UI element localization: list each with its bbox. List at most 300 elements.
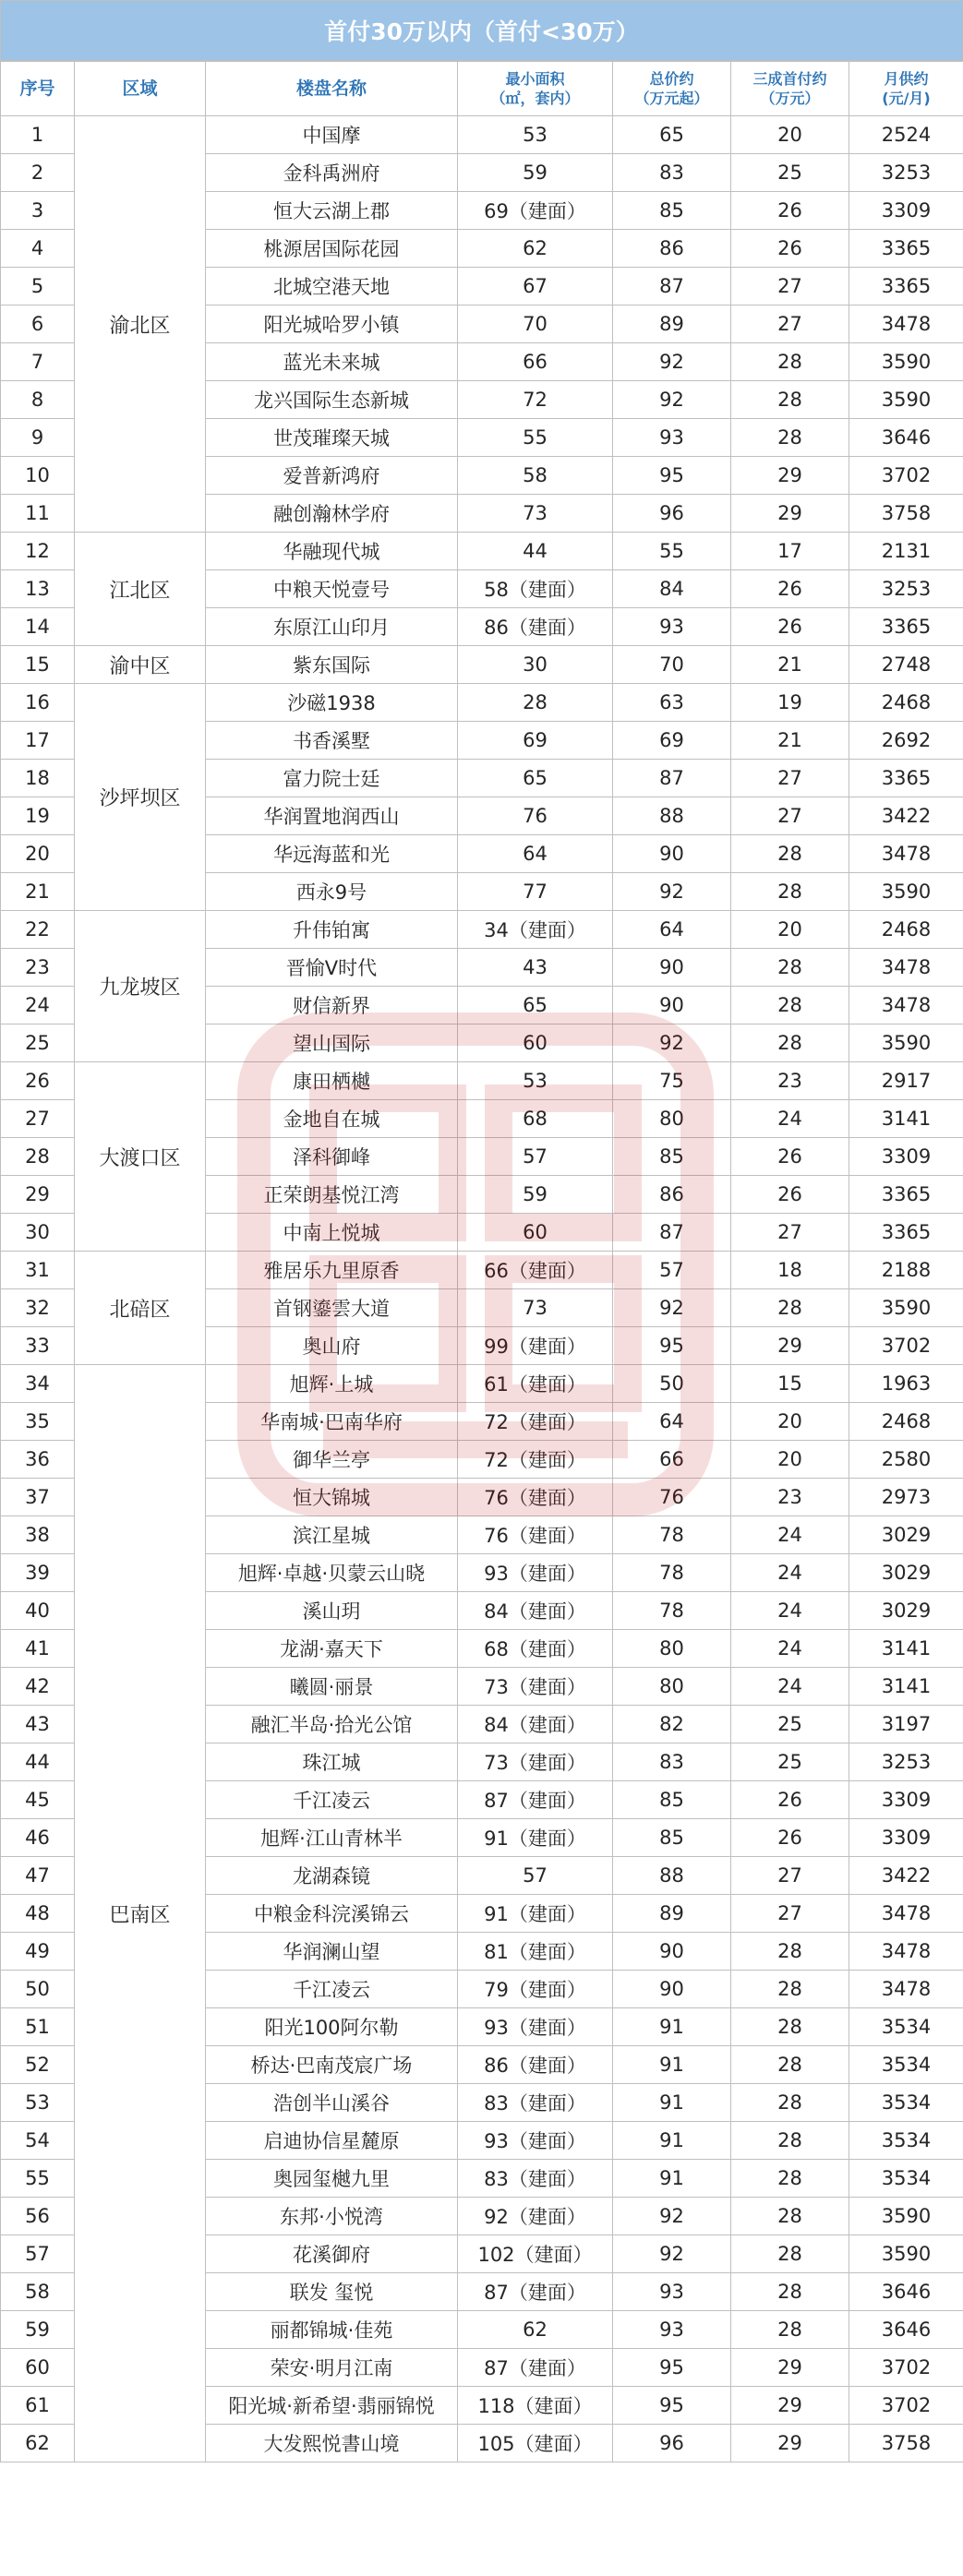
cell-area: 34（建面） bbox=[458, 911, 613, 949]
cell-down: 28 bbox=[731, 2122, 849, 2160]
cell-total: 70 bbox=[613, 646, 731, 684]
cell-monthly: 3309 bbox=[849, 192, 963, 230]
cell-down: 27 bbox=[731, 268, 849, 306]
cell-area: 91（建面） bbox=[458, 1819, 613, 1857]
cell-total: 89 bbox=[613, 1895, 731, 1933]
cell-total: 83 bbox=[613, 1743, 731, 1781]
cell-total: 91 bbox=[613, 2084, 731, 2122]
cell-down: 18 bbox=[731, 1252, 849, 1289]
cell-name: 奥园玺樾九里 bbox=[206, 2160, 458, 2198]
cell-monthly: 3365 bbox=[849, 1214, 963, 1252]
cell-name: 溪山玥 bbox=[206, 1592, 458, 1630]
cell-down: 25 bbox=[731, 1706, 849, 1743]
cell-name: 荣安·明月江南 bbox=[206, 2349, 458, 2387]
cell-area: 87（建面） bbox=[458, 2349, 613, 2387]
cell-monthly: 3590 bbox=[849, 2198, 963, 2235]
cell-name: 御华兰亭 bbox=[206, 1441, 458, 1479]
cell-total: 63 bbox=[613, 684, 731, 722]
cell-total: 95 bbox=[613, 457, 731, 495]
table-row bbox=[1, 1365, 963, 1403]
cell-total: 65 bbox=[613, 116, 731, 154]
cell-no: 13 bbox=[1, 570, 75, 608]
cell-area: 60 bbox=[458, 1214, 613, 1252]
cell-no: 25 bbox=[1, 1024, 75, 1062]
cell-monthly: 2188 bbox=[849, 1252, 963, 1289]
cell-monthly: 3646 bbox=[849, 2311, 963, 2349]
cell-name: 华融现代城 bbox=[206, 533, 458, 570]
cell-total: 57 bbox=[613, 1252, 731, 1289]
cell-total: 90 bbox=[613, 949, 731, 987]
header-monthly-payment bbox=[849, 62, 963, 116]
cell-monthly: 2524 bbox=[849, 116, 963, 154]
cell-no: 33 bbox=[1, 1327, 75, 1365]
cell-no: 55 bbox=[1, 2160, 75, 2198]
cell-name: 泽科御峰 bbox=[206, 1138, 458, 1176]
cell-down: 17 bbox=[731, 533, 849, 570]
cell-total: 95 bbox=[613, 2387, 731, 2425]
cell-down: 28 bbox=[731, 835, 849, 873]
cell-area: 57 bbox=[458, 1857, 613, 1895]
cell-no: 15 bbox=[1, 646, 75, 684]
cell-area: 44 bbox=[458, 533, 613, 570]
cell-total: 91 bbox=[613, 2122, 731, 2160]
cell-name: 阳光城·新希望·翡丽锦悦 bbox=[206, 2387, 458, 2425]
cell-monthly: 3365 bbox=[849, 230, 963, 268]
cell-area: 118（建面） bbox=[458, 2387, 613, 2425]
cell-area: 28 bbox=[458, 684, 613, 722]
cell-name: 蓝光未来城 bbox=[206, 343, 458, 381]
cell-no: 39 bbox=[1, 1554, 75, 1592]
cell-down: 26 bbox=[731, 1781, 849, 1819]
cell-total: 92 bbox=[613, 2235, 731, 2273]
cell-name: 桥达·巴南茂宸广场 bbox=[206, 2046, 458, 2084]
cell-total: 80 bbox=[613, 1100, 731, 1138]
cell-monthly: 3590 bbox=[849, 1289, 963, 1327]
cell-total: 66 bbox=[613, 1441, 731, 1479]
cell-name: 华润置地润西山 bbox=[206, 797, 458, 835]
cell-down: 26 bbox=[731, 1138, 849, 1176]
cell-area: 62 bbox=[458, 230, 613, 268]
cell-name: 金科禹洲府 bbox=[206, 154, 458, 192]
cell-no: 19 bbox=[1, 797, 75, 835]
cell-no: 3 bbox=[1, 192, 75, 230]
cell-total: 87 bbox=[613, 1214, 731, 1252]
table-row bbox=[1, 1062, 963, 1100]
cell-area: 67 bbox=[458, 268, 613, 306]
cell-down: 24 bbox=[731, 1516, 849, 1554]
cell-area: 73 bbox=[458, 1289, 613, 1327]
table-row bbox=[1, 911, 963, 949]
cell-no: 46 bbox=[1, 1819, 75, 1857]
cell-monthly: 3590 bbox=[849, 873, 963, 911]
cell-area: 83（建面） bbox=[458, 2160, 613, 2198]
cell-area: 102（建面） bbox=[458, 2235, 613, 2273]
cell-monthly: 3534 bbox=[849, 2046, 963, 2084]
cell-down: 28 bbox=[731, 419, 849, 457]
cell-total: 89 bbox=[613, 306, 731, 343]
cell-total: 90 bbox=[613, 1933, 731, 1971]
cell-name: 融创瀚林学府 bbox=[206, 495, 458, 533]
cell-no: 2 bbox=[1, 154, 75, 192]
cell-monthly: 3478 bbox=[849, 1971, 963, 2008]
cell-monthly: 3758 bbox=[849, 495, 963, 533]
cell-name: 珠江城 bbox=[206, 1743, 458, 1781]
cell-monthly: 3534 bbox=[849, 2008, 963, 2046]
cell-down: 26 bbox=[731, 608, 849, 646]
cell-monthly: 3702 bbox=[849, 2349, 963, 2387]
cell-monthly: 3478 bbox=[849, 1895, 963, 1933]
cell-area: 53 bbox=[458, 116, 613, 154]
cell-total: 85 bbox=[613, 1781, 731, 1819]
cell-no: 36 bbox=[1, 1441, 75, 1479]
cell-name: 华润澜山望 bbox=[206, 1933, 458, 1971]
cell-name: 华南城·巴南华府 bbox=[206, 1403, 458, 1441]
header-monthly-payment-line1: 月供约 bbox=[884, 70, 929, 88]
cell-area: 86（建面） bbox=[458, 608, 613, 646]
cell-down: 28 bbox=[731, 873, 849, 911]
cell-down: 26 bbox=[731, 570, 849, 608]
cell-down: 24 bbox=[731, 1592, 849, 1630]
cell-no: 18 bbox=[1, 760, 75, 797]
cell-total: 78 bbox=[613, 1516, 731, 1554]
cell-no: 20 bbox=[1, 835, 75, 873]
cell-total: 95 bbox=[613, 1327, 731, 1365]
cell-area: 69 bbox=[458, 722, 613, 760]
cell-name: 奥山府 bbox=[206, 1327, 458, 1365]
cell-total: 86 bbox=[613, 1176, 731, 1214]
cell-down: 24 bbox=[731, 1630, 849, 1668]
cell-total: 92 bbox=[613, 1289, 731, 1327]
cell-down: 26 bbox=[731, 230, 849, 268]
cell-no: 52 bbox=[1, 2046, 75, 2084]
cell-area: 59 bbox=[458, 154, 613, 192]
cell-no: 1 bbox=[1, 116, 75, 154]
header-min-area-line1: 最小面积 bbox=[505, 70, 565, 88]
cell-monthly: 3422 bbox=[849, 1857, 963, 1895]
cell-no: 29 bbox=[1, 1176, 75, 1214]
header-no: 序号 bbox=[1, 62, 75, 116]
cell-no: 24 bbox=[1, 987, 75, 1024]
header-total-price-line2: （万元起） bbox=[634, 90, 709, 107]
cell-no: 51 bbox=[1, 2008, 75, 2046]
cell-area: 66（建面） bbox=[458, 1252, 613, 1289]
cell-area: 59 bbox=[458, 1176, 613, 1214]
header-name: 楼盘名称 bbox=[206, 62, 458, 116]
cell-name: 沙磁1938 bbox=[206, 684, 458, 722]
cell-district: 江北区 bbox=[75, 533, 206, 646]
cell-district: 九龙坡区 bbox=[75, 911, 206, 1062]
cell-monthly: 3702 bbox=[849, 2387, 963, 2425]
table-row bbox=[1, 684, 963, 722]
cell-monthly: 3365 bbox=[849, 1176, 963, 1214]
cell-name: 中粮金科浣溪锦云 bbox=[206, 1895, 458, 1933]
property-table bbox=[0, 61, 963, 2462]
cell-name: 爱普新鸿府 bbox=[206, 457, 458, 495]
cell-monthly: 3309 bbox=[849, 1781, 963, 1819]
cell-no: 7 bbox=[1, 343, 75, 381]
cell-total: 93 bbox=[613, 608, 731, 646]
cell-name: 中国摩 bbox=[206, 116, 458, 154]
cell-area: 58（建面） bbox=[458, 570, 613, 608]
cell-no: 54 bbox=[1, 2122, 75, 2160]
cell-total: 91 bbox=[613, 2008, 731, 2046]
cell-total: 55 bbox=[613, 533, 731, 570]
cell-no: 44 bbox=[1, 1743, 75, 1781]
cell-monthly: 2468 bbox=[849, 1403, 963, 1441]
cell-monthly: 3197 bbox=[849, 1706, 963, 1743]
cell-name: 花溪御府 bbox=[206, 2235, 458, 2273]
cell-area: 87（建面） bbox=[458, 2273, 613, 2311]
cell-name: 富力院士廷 bbox=[206, 760, 458, 797]
cell-total: 85 bbox=[613, 192, 731, 230]
cell-monthly: 2748 bbox=[849, 646, 963, 684]
cell-total: 64 bbox=[613, 1403, 731, 1441]
cell-name: 财信新界 bbox=[206, 987, 458, 1024]
cell-down: 27 bbox=[731, 306, 849, 343]
cell-area: 93（建面） bbox=[458, 1554, 613, 1592]
cell-down: 29 bbox=[731, 495, 849, 533]
cell-down: 28 bbox=[731, 1971, 849, 2008]
cell-down: 19 bbox=[731, 684, 849, 722]
cell-down: 21 bbox=[731, 646, 849, 684]
cell-name: 旭辉·卓越·贝蒙云山晓 bbox=[206, 1554, 458, 1592]
cell-name: 晋愉V时代 bbox=[206, 949, 458, 987]
cell-no: 35 bbox=[1, 1403, 75, 1441]
cell-monthly: 3309 bbox=[849, 1819, 963, 1857]
cell-name: 启迪协信星麓原 bbox=[206, 2122, 458, 2160]
cell-area: 87（建面） bbox=[458, 1781, 613, 1819]
header-district: 区域 bbox=[75, 62, 206, 116]
cell-no: 17 bbox=[1, 722, 75, 760]
cell-monthly: 1963 bbox=[849, 1365, 963, 1403]
cell-area: 73（建面） bbox=[458, 1668, 613, 1706]
cell-area: 55 bbox=[458, 419, 613, 457]
cell-no: 58 bbox=[1, 2273, 75, 2311]
cell-area: 84（建面） bbox=[458, 1592, 613, 1630]
cell-down: 15 bbox=[731, 1365, 849, 1403]
table-container bbox=[0, 61, 963, 2462]
header-total-price-line1: 总价约 bbox=[649, 70, 694, 88]
cell-no: 45 bbox=[1, 1781, 75, 1819]
cell-down: 27 bbox=[731, 797, 849, 835]
header-down-payment bbox=[731, 62, 849, 116]
cell-district: 大渡口区 bbox=[75, 1062, 206, 1252]
cell-no: 21 bbox=[1, 873, 75, 911]
cell-monthly: 3478 bbox=[849, 835, 963, 873]
cell-total: 91 bbox=[613, 2160, 731, 2198]
table-row bbox=[1, 1252, 963, 1289]
header-down-payment-line2: （万元） bbox=[760, 90, 820, 107]
cell-down: 26 bbox=[731, 1819, 849, 1857]
cell-no: 41 bbox=[1, 1630, 75, 1668]
cell-area: 60 bbox=[458, 1024, 613, 1062]
cell-no: 61 bbox=[1, 2387, 75, 2425]
cell-total: 92 bbox=[613, 2198, 731, 2235]
cell-monthly: 2580 bbox=[849, 1441, 963, 1479]
cell-monthly: 3029 bbox=[849, 1554, 963, 1592]
cell-monthly: 2917 bbox=[849, 1062, 963, 1100]
cell-no: 56 bbox=[1, 2198, 75, 2235]
cell-monthly: 3590 bbox=[849, 381, 963, 419]
cell-area: 93（建面） bbox=[458, 2122, 613, 2160]
table-row bbox=[1, 116, 963, 154]
cell-total: 84 bbox=[613, 570, 731, 608]
cell-area: 57 bbox=[458, 1138, 613, 1176]
cell-down: 27 bbox=[731, 1857, 849, 1895]
cell-total: 83 bbox=[613, 154, 731, 192]
cell-down: 24 bbox=[731, 1554, 849, 1592]
cell-no: 28 bbox=[1, 1138, 75, 1176]
cell-area: 58 bbox=[458, 457, 613, 495]
cell-down: 26 bbox=[731, 1176, 849, 1214]
cell-no: 40 bbox=[1, 1592, 75, 1630]
cell-monthly: 3253 bbox=[849, 1743, 963, 1781]
cell-name: 华远海蓝和光 bbox=[206, 835, 458, 873]
cell-area: 93（建面） bbox=[458, 2008, 613, 2046]
cell-area: 76（建面） bbox=[458, 1479, 613, 1516]
cell-down: 20 bbox=[731, 1403, 849, 1441]
cell-down: 28 bbox=[731, 2235, 849, 2273]
cell-monthly: 3422 bbox=[849, 797, 963, 835]
cell-total: 96 bbox=[613, 495, 731, 533]
cell-no: 31 bbox=[1, 1252, 75, 1289]
cell-no: 53 bbox=[1, 2084, 75, 2122]
cell-area: 72（建面） bbox=[458, 1403, 613, 1441]
cell-total: 90 bbox=[613, 1971, 731, 2008]
cell-area: 30 bbox=[458, 646, 613, 684]
cell-no: 30 bbox=[1, 1214, 75, 1252]
cell-no: 48 bbox=[1, 1895, 75, 1933]
cell-no: 5 bbox=[1, 268, 75, 306]
cell-name: 正荣朗基悦江湾 bbox=[206, 1176, 458, 1214]
cell-no: 49 bbox=[1, 1933, 75, 1971]
cell-down: 20 bbox=[731, 911, 849, 949]
cell-area: 65 bbox=[458, 987, 613, 1024]
cell-no: 42 bbox=[1, 1668, 75, 1706]
cell-total: 88 bbox=[613, 1857, 731, 1895]
cell-area: 76 bbox=[458, 797, 613, 835]
cell-monthly: 3365 bbox=[849, 760, 963, 797]
cell-area: 91（建面） bbox=[458, 1895, 613, 1933]
cell-monthly: 3365 bbox=[849, 608, 963, 646]
header-total-price bbox=[613, 62, 731, 116]
cell-no: 6 bbox=[1, 306, 75, 343]
cell-down: 28 bbox=[731, 987, 849, 1024]
cell-area: 92（建面） bbox=[458, 2198, 613, 2235]
cell-name: 阳光城哈罗小镇 bbox=[206, 306, 458, 343]
cell-no: 59 bbox=[1, 2311, 75, 2349]
cell-name: 滨江星城 bbox=[206, 1516, 458, 1554]
cell-down: 24 bbox=[731, 1668, 849, 1706]
cell-down: 23 bbox=[731, 1062, 849, 1100]
cell-name: 旭辉·江山青林半 bbox=[206, 1819, 458, 1857]
cell-down: 28 bbox=[731, 949, 849, 987]
cell-monthly: 3253 bbox=[849, 570, 963, 608]
cell-area: 43 bbox=[458, 949, 613, 987]
cell-area: 77 bbox=[458, 873, 613, 911]
cell-monthly: 3141 bbox=[849, 1668, 963, 1706]
cell-area: 105（建面） bbox=[458, 2425, 613, 2462]
cell-total: 93 bbox=[613, 2273, 731, 2311]
cell-name: 世茂璀璨天城 bbox=[206, 419, 458, 457]
cell-total: 93 bbox=[613, 419, 731, 457]
cell-monthly: 3590 bbox=[849, 343, 963, 381]
table-body bbox=[1, 116, 963, 2462]
cell-name: 望山国际 bbox=[206, 1024, 458, 1062]
cell-total: 82 bbox=[613, 1706, 731, 1743]
cell-monthly: 3029 bbox=[849, 1516, 963, 1554]
cell-name: 升伟铂寓 bbox=[206, 911, 458, 949]
cell-down: 25 bbox=[731, 154, 849, 192]
cell-monthly: 3590 bbox=[849, 2235, 963, 2273]
cell-down: 20 bbox=[731, 116, 849, 154]
cell-district: 渝北区 bbox=[75, 116, 206, 533]
cell-total: 50 bbox=[613, 1365, 731, 1403]
cell-no: 27 bbox=[1, 1100, 75, 1138]
cell-total: 75 bbox=[613, 1062, 731, 1100]
cell-total: 86 bbox=[613, 230, 731, 268]
cell-name: 书香溪墅 bbox=[206, 722, 458, 760]
cell-name: 浩创半山溪谷 bbox=[206, 2084, 458, 2122]
cell-no: 37 bbox=[1, 1479, 75, 1516]
cell-no: 43 bbox=[1, 1706, 75, 1743]
cell-monthly: 2468 bbox=[849, 684, 963, 722]
cell-monthly: 3253 bbox=[849, 154, 963, 192]
cell-name: 恒大云湖上郡 bbox=[206, 192, 458, 230]
table-row bbox=[1, 646, 963, 684]
cell-total: 90 bbox=[613, 835, 731, 873]
cell-no: 23 bbox=[1, 949, 75, 987]
cell-monthly: 2973 bbox=[849, 1479, 963, 1516]
cell-total: 91 bbox=[613, 2046, 731, 2084]
cell-monthly: 2692 bbox=[849, 722, 963, 760]
cell-down: 29 bbox=[731, 2425, 849, 2462]
cell-down: 28 bbox=[731, 2084, 849, 2122]
cell-down: 23 bbox=[731, 1479, 849, 1516]
cell-no: 62 bbox=[1, 2425, 75, 2462]
cell-name: 雅居乐九里原香 bbox=[206, 1252, 458, 1289]
cell-no: 26 bbox=[1, 1062, 75, 1100]
cell-name: 东邦·小悦湾 bbox=[206, 2198, 458, 2235]
cell-total: 92 bbox=[613, 1024, 731, 1062]
cell-no: 34 bbox=[1, 1365, 75, 1403]
cell-down: 28 bbox=[731, 2198, 849, 2235]
cell-down: 21 bbox=[731, 722, 849, 760]
cell-no: 10 bbox=[1, 457, 75, 495]
cell-down: 27 bbox=[731, 1895, 849, 1933]
cell-down: 20 bbox=[731, 1441, 849, 1479]
cell-down: 28 bbox=[731, 2273, 849, 2311]
cell-name: 龙湖·嘉天下 bbox=[206, 1630, 458, 1668]
cell-area: 83（建面） bbox=[458, 2084, 613, 2122]
cell-name: 首钢鎏雲大道 bbox=[206, 1289, 458, 1327]
cell-name: 曦圆·丽景 bbox=[206, 1668, 458, 1706]
cell-area: 68（建面） bbox=[458, 1630, 613, 1668]
cell-total: 64 bbox=[613, 911, 731, 949]
cell-name: 旭辉·上城 bbox=[206, 1365, 458, 1403]
cell-area: 99（建面） bbox=[458, 1327, 613, 1365]
cell-name: 西永9号 bbox=[206, 873, 458, 911]
cell-monthly: 3478 bbox=[849, 949, 963, 987]
cell-total: 90 bbox=[613, 987, 731, 1024]
cell-monthly: 3309 bbox=[849, 1138, 963, 1176]
cell-no: 14 bbox=[1, 608, 75, 646]
cell-no: 9 bbox=[1, 419, 75, 457]
cell-monthly: 3758 bbox=[849, 2425, 963, 2462]
cell-area: 81（建面） bbox=[458, 1933, 613, 1971]
cell-down: 28 bbox=[731, 2311, 849, 2349]
cell-area: 76（建面） bbox=[458, 1516, 613, 1554]
